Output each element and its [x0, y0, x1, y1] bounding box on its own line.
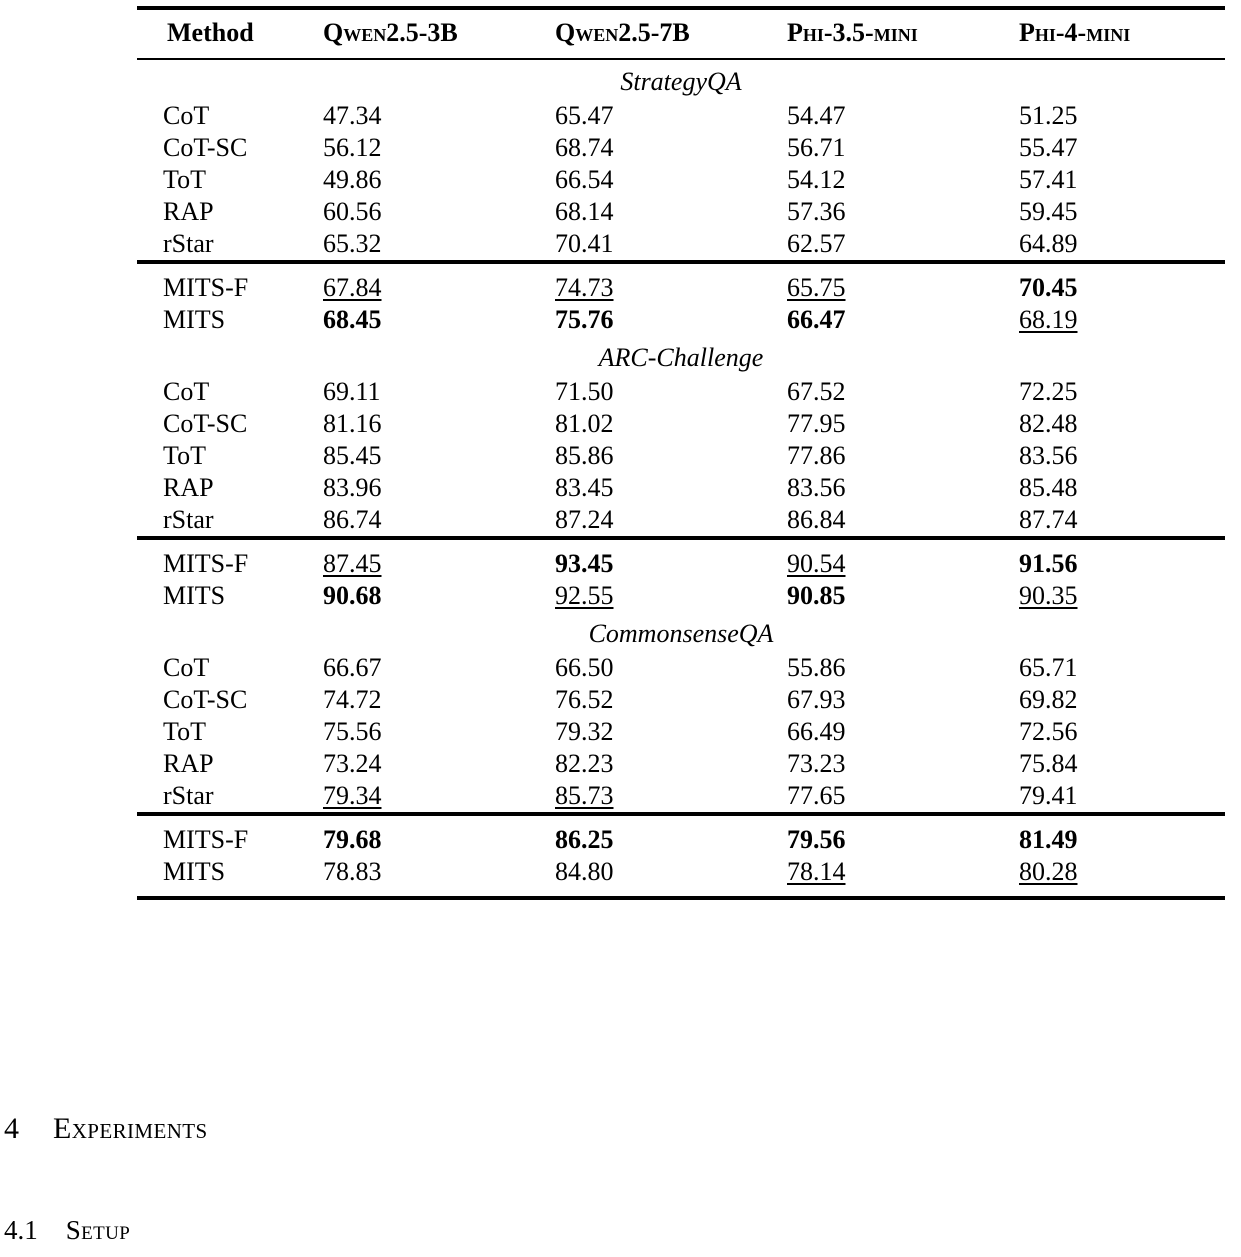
metric-cell — [993, 856, 1225, 888]
cell-value: 79.56 — [787, 825, 846, 854]
dataset-name: StrategyQA — [620, 67, 742, 96]
table-row — [137, 228, 1225, 262]
cell-value: 55.47 — [1019, 133, 1078, 162]
column-header-qwen25-7b: Qwen2.5-7B — [555, 18, 690, 47]
cell-value: 74.72 — [323, 685, 382, 714]
dataset-caption-row — [137, 612, 1225, 652]
metric-cell — [993, 132, 1225, 164]
metric-cell — [297, 408, 529, 440]
metric-cell — [761, 132, 993, 164]
metric-cell — [529, 408, 761, 440]
metric-cell — [993, 716, 1225, 748]
cell-value: 92.55 — [555, 581, 614, 610]
section-title: Experiments — [53, 1112, 208, 1145]
metric-cell — [297, 716, 529, 748]
cell-value: 91.56 — [1019, 549, 1078, 578]
metric-cell — [297, 472, 529, 504]
results-table — [137, 6, 1225, 900]
metric-cell — [761, 272, 993, 304]
method-label: MITS-F — [163, 273, 249, 302]
table-row — [137, 548, 1225, 580]
table-row — [137, 132, 1225, 164]
method-label: CoT-SC — [163, 409, 248, 438]
table-row — [137, 304, 1225, 336]
method-label: CoT — [163, 653, 210, 682]
metric-cell — [529, 228, 761, 262]
table-row — [137, 164, 1225, 196]
cell-value: 81.02 — [555, 409, 614, 438]
metric-cell — [761, 304, 993, 336]
metric-cell — [761, 652, 993, 684]
metric-cell — [761, 228, 993, 262]
metric-cell — [297, 748, 529, 780]
cell-value: 62.57 — [787, 229, 846, 258]
table-row — [137, 824, 1225, 856]
metric-cell — [297, 196, 529, 228]
cell-value: 76.52 — [555, 685, 614, 714]
table-row — [137, 504, 1225, 538]
method-label: rStar — [163, 505, 214, 534]
cell-value: 90.54 — [787, 549, 846, 578]
cell-value: 54.47 — [787, 101, 846, 130]
subsection-title: Setup — [65, 1215, 131, 1245]
cell-value: 51.25 — [1019, 101, 1078, 130]
table-body — [137, 59, 1225, 898]
cell-value: 65.32 — [323, 229, 382, 258]
cell-value: 66.54 — [555, 165, 614, 194]
cell-value: 72.25 — [1019, 377, 1078, 406]
method-label: RAP — [163, 473, 214, 502]
cell-value: 87.45 — [323, 549, 382, 578]
metric-cell — [529, 748, 761, 780]
cell-value: 64.89 — [1019, 229, 1078, 258]
cell-value: 77.95 — [787, 409, 846, 438]
metric-cell — [297, 652, 529, 684]
metric-cell — [993, 196, 1225, 228]
cell-value: 66.47 — [787, 305, 846, 334]
method-label: CoT — [163, 101, 210, 130]
metric-cell — [297, 304, 529, 336]
metric-cell — [761, 100, 993, 132]
metric-cell — [993, 472, 1225, 504]
cell-value: 79.41 — [1019, 781, 1078, 810]
metric-cell — [529, 304, 761, 336]
cell-value: 75.76 — [555, 305, 614, 334]
metric-cell — [529, 376, 761, 408]
cell-value: 81.49 — [1019, 825, 1078, 854]
cell-value: 87.24 — [555, 505, 614, 534]
metric-cell — [297, 376, 529, 408]
cell-value: 66.67 — [323, 653, 382, 682]
cell-value: 69.11 — [323, 377, 381, 406]
metric-cell — [529, 132, 761, 164]
cell-value: 78.83 — [323, 857, 382, 886]
metric-cell — [297, 824, 529, 856]
metric-cell — [529, 164, 761, 196]
cell-value: 57.36 — [787, 197, 846, 226]
table-bottom-rule — [137, 888, 1225, 898]
metric-cell — [529, 504, 761, 538]
column-header-phi-35-mini: Phi-3.5-mini — [787, 18, 918, 47]
cell-value: 68.19 — [1019, 305, 1078, 334]
cell-value: 70.45 — [1019, 273, 1078, 302]
cell-value: 65.47 — [555, 101, 614, 130]
metric-cell — [297, 164, 529, 196]
metric-cell — [993, 652, 1225, 684]
cell-value: 71.50 — [555, 377, 614, 406]
column-header-phi-4-mini: Phi-4-mini — [1019, 18, 1131, 47]
table-header-row — [137, 8, 1225, 59]
cell-value: 86.84 — [787, 505, 846, 534]
metric-cell — [529, 684, 761, 716]
horizontal-rule — [137, 262, 1225, 272]
cell-value: 83.56 — [1019, 441, 1078, 470]
section-rule — [137, 538, 1225, 548]
method-label: MITS-F — [163, 825, 249, 854]
metric-cell — [297, 440, 529, 472]
metric-cell — [993, 376, 1225, 408]
method-label: MITS — [163, 305, 226, 334]
metric-cell — [761, 684, 993, 716]
cell-value: 83.96 — [323, 473, 382, 502]
metric-cell — [529, 652, 761, 684]
metric-cell — [529, 580, 761, 612]
cell-value: 75.84 — [1019, 749, 1078, 778]
metric-cell — [297, 548, 529, 580]
dataset-caption-row — [137, 336, 1225, 376]
table-header — [137, 8, 1225, 59]
metric-cell — [297, 684, 529, 716]
table-row — [137, 856, 1225, 888]
method-label: ToT — [163, 165, 206, 194]
method-label: CoT-SC — [163, 685, 248, 714]
metric-cell — [761, 780, 993, 814]
cell-value: 90.68 — [323, 581, 382, 610]
table-row — [137, 196, 1225, 228]
cell-value: 90.85 — [787, 581, 846, 610]
metric-cell — [761, 408, 993, 440]
method-label: MITS — [163, 857, 226, 886]
cell-value: 49.86 — [323, 165, 382, 194]
metric-cell — [993, 504, 1225, 538]
table-row — [137, 440, 1225, 472]
dataset-name: CommonsenseQA — [588, 619, 774, 648]
cell-value: 84.80 — [555, 857, 614, 886]
metric-cell — [297, 856, 529, 888]
horizontal-rule — [137, 538, 1225, 548]
metric-cell — [761, 548, 993, 580]
metric-cell — [993, 580, 1225, 612]
cell-value: 60.56 — [323, 197, 382, 226]
cell-value: 77.86 — [787, 441, 846, 470]
horizontal-rule — [137, 888, 1225, 898]
cell-value: 65.71 — [1019, 653, 1078, 682]
cell-value: 68.45 — [323, 305, 382, 334]
metric-cell — [529, 780, 761, 814]
subsection-number: 4.1 — [4, 1215, 38, 1245]
metric-cell — [761, 164, 993, 196]
cell-value: 73.24 — [323, 749, 382, 778]
metric-cell — [993, 780, 1225, 814]
method-label: CoT — [163, 377, 210, 406]
metric-cell — [761, 504, 993, 538]
cell-value: 86.74 — [323, 505, 382, 534]
metric-cell — [761, 440, 993, 472]
table-row — [137, 748, 1225, 780]
table-row — [137, 272, 1225, 304]
cell-value: 74.73 — [555, 273, 614, 302]
metric-cell — [529, 548, 761, 580]
metric-cell — [529, 440, 761, 472]
cell-value: 55.86 — [787, 653, 846, 682]
method-label: ToT — [163, 717, 206, 746]
metric-cell — [761, 716, 993, 748]
cell-value: 70.41 — [555, 229, 614, 258]
cell-value: 86.25 — [555, 825, 614, 854]
cell-value: 85.45 — [323, 441, 382, 470]
cell-value: 67.93 — [787, 685, 846, 714]
metric-cell — [761, 196, 993, 228]
cell-value: 79.68 — [323, 825, 382, 854]
table-row — [137, 472, 1225, 504]
metric-cell — [993, 408, 1225, 440]
metric-cell — [297, 272, 529, 304]
method-label: CoT-SC — [163, 133, 248, 162]
metric-cell — [993, 440, 1225, 472]
metric-cell — [993, 228, 1225, 262]
metric-cell — [529, 716, 761, 748]
dataset-name: ARC-Challenge — [598, 343, 764, 372]
section-rule — [137, 262, 1225, 272]
cell-value: 68.14 — [555, 197, 614, 226]
cell-value: 85.73 — [555, 781, 614, 810]
cell-value: 81.16 — [323, 409, 382, 438]
cell-value: 83.45 — [555, 473, 614, 502]
section-rule — [137, 814, 1225, 824]
metric-cell — [297, 100, 529, 132]
cell-value: 56.12 — [323, 133, 382, 162]
results-table-container — [137, 6, 1225, 900]
table-row — [137, 684, 1225, 716]
cell-value: 73.23 — [787, 749, 846, 778]
table-row — [137, 780, 1225, 814]
cell-value: 59.45 — [1019, 197, 1078, 226]
horizontal-rule — [137, 814, 1225, 824]
cell-value: 79.34 — [323, 781, 382, 810]
metric-cell — [529, 272, 761, 304]
metric-cell — [993, 100, 1225, 132]
metric-cell — [529, 100, 761, 132]
metric-cell — [761, 856, 993, 888]
cell-value: 77.65 — [787, 781, 846, 810]
method-label: MITS — [163, 581, 226, 610]
cell-value: 78.14 — [787, 857, 846, 886]
cell-value: 69.82 — [1019, 685, 1078, 714]
section-heading-experiments — [4, 1112, 208, 1146]
table-row — [137, 580, 1225, 612]
metric-cell — [529, 856, 761, 888]
column-header-qwen25-3b: Qwen2.5-3B — [323, 18, 458, 47]
method-label: rStar — [163, 781, 214, 810]
metric-cell — [529, 196, 761, 228]
method-label: RAP — [163, 749, 214, 778]
cell-value: 57.41 — [1019, 165, 1078, 194]
cell-value: 65.75 — [787, 273, 846, 302]
table-row — [137, 408, 1225, 440]
cell-value: 82.23 — [555, 749, 614, 778]
metric-cell — [297, 580, 529, 612]
section-heading-setup — [4, 1215, 130, 1246]
cell-value: 85.86 — [555, 441, 614, 470]
cell-value: 75.56 — [323, 717, 382, 746]
cell-value: 67.52 — [787, 377, 846, 406]
cell-value: 67.84 — [323, 273, 382, 302]
method-label: MITS-F — [163, 549, 249, 578]
method-label: RAP — [163, 197, 214, 226]
metric-cell — [993, 548, 1225, 580]
dataset-caption-row — [137, 59, 1225, 100]
section-number: 4 — [4, 1112, 19, 1145]
metric-cell — [993, 748, 1225, 780]
metric-cell — [993, 272, 1225, 304]
table-row — [137, 100, 1225, 132]
table-row — [137, 652, 1225, 684]
cell-value: 85.48 — [1019, 473, 1078, 502]
cell-value: 79.32 — [555, 717, 614, 746]
metric-cell — [297, 504, 529, 538]
method-label: ToT — [163, 441, 206, 470]
metric-cell — [761, 376, 993, 408]
cell-value: 56.71 — [787, 133, 846, 162]
metric-cell — [993, 684, 1225, 716]
cell-value: 66.50 — [555, 653, 614, 682]
metric-cell — [993, 824, 1225, 856]
cell-value: 80.28 — [1019, 857, 1078, 886]
metric-cell — [993, 304, 1225, 336]
cell-value: 68.74 — [555, 133, 614, 162]
metric-cell — [761, 472, 993, 504]
cell-value: 66.49 — [787, 717, 846, 746]
metric-cell — [297, 228, 529, 262]
table-row — [137, 376, 1225, 408]
metric-cell — [993, 164, 1225, 196]
cell-value: 93.45 — [555, 549, 614, 578]
metric-cell — [297, 132, 529, 164]
cell-value: 54.12 — [787, 165, 846, 194]
metric-cell — [529, 472, 761, 504]
cell-value: 90.35 — [1019, 581, 1078, 610]
cell-value: 72.56 — [1019, 717, 1078, 746]
cell-value: 87.74 — [1019, 505, 1078, 534]
cell-value: 47.34 — [323, 101, 382, 130]
metric-cell — [761, 824, 993, 856]
cell-value: 83.56 — [787, 473, 846, 502]
method-label: rStar — [163, 229, 214, 258]
metric-cell — [297, 780, 529, 814]
table-row — [137, 716, 1225, 748]
column-header-method: Method — [167, 18, 254, 47]
metric-cell — [761, 748, 993, 780]
metric-cell — [761, 580, 993, 612]
metric-cell — [529, 824, 761, 856]
cell-value: 82.48 — [1019, 409, 1078, 438]
